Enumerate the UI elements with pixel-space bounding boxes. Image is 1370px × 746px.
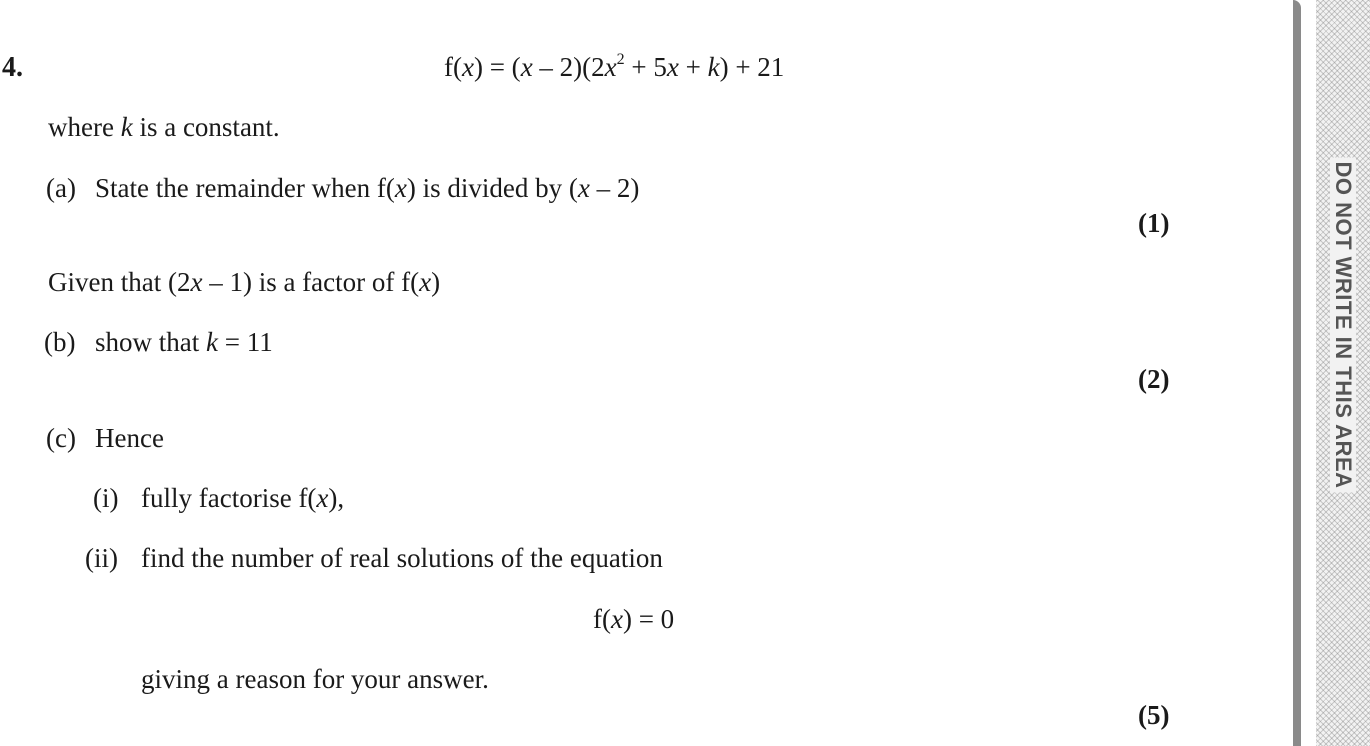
part-b-k: k xyxy=(206,327,218,357)
part-c-marks: (5) xyxy=(1138,700,1170,730)
eq-var-k: k xyxy=(707,52,720,82)
eq-var-x3: x xyxy=(604,52,617,82)
part-c-ii-label: (ii) xyxy=(85,543,118,573)
given-line xyxy=(48,267,440,298)
eq-exponent: 2 xyxy=(616,51,625,68)
reason-text: giving a reason for your answer. xyxy=(141,664,489,694)
part-c-i-var: x xyxy=(316,483,329,513)
do-not-write-warning: DO NOT WRITE IN THIS AREA xyxy=(1330,157,1356,492)
given-pre: Given that (2 xyxy=(48,267,191,297)
eq-zero-var: x xyxy=(610,604,623,634)
part-a-pre: State the remainder when f( xyxy=(95,173,395,203)
eq-mid: ) = ( xyxy=(473,52,521,82)
part-a-var2: x xyxy=(577,173,590,203)
eq-var-x4: x xyxy=(666,52,679,82)
part-c-ii-text: find the number of real solutions of the equation xyxy=(141,543,663,573)
part-a-text xyxy=(95,173,639,204)
where-rest: is a constant. xyxy=(139,112,280,142)
given-mid: – 1) is a factor of f( xyxy=(202,267,420,297)
eq-zero-post: ) = 0 xyxy=(622,604,675,634)
eq-rest3: + xyxy=(678,52,708,82)
given-post: ) xyxy=(431,267,441,297)
part-c-text: Hence xyxy=(95,423,164,453)
part-a-var1: x xyxy=(394,173,407,203)
part-b-label: (b) xyxy=(44,327,76,357)
eq-rest1: – 2)(2 xyxy=(532,52,605,82)
eq-lhs: f( xyxy=(444,52,462,82)
where-line xyxy=(48,112,280,143)
eq-var-x1: x xyxy=(461,52,474,82)
eq-rest2: + 5 xyxy=(624,52,667,82)
part-a-post: – 2) xyxy=(589,173,640,203)
equation-f-zero xyxy=(593,604,674,635)
part-c-i-label: (i) xyxy=(93,483,119,513)
eq-zero-pre: f( xyxy=(593,604,611,634)
margin-border xyxy=(1293,0,1301,746)
part-b-text xyxy=(95,327,273,358)
part-a-label: (a) xyxy=(46,173,76,203)
where-word: where xyxy=(48,112,114,142)
part-c-i-text xyxy=(141,483,344,514)
eq-var-x2: x xyxy=(520,52,533,82)
part-c-i-pre: fully factorise f( xyxy=(141,483,317,513)
part-c-i-post: ), xyxy=(328,483,345,513)
given-var2: x xyxy=(419,267,432,297)
part-b-post: = 11 xyxy=(217,327,273,357)
part-c-label: (c) xyxy=(46,423,76,453)
where-k: k xyxy=(120,112,133,142)
part-b-marks: (2) xyxy=(1138,364,1170,394)
eq-rest4: ) + 21 xyxy=(719,52,785,82)
part-a-mid: ) is divided by ( xyxy=(406,173,578,203)
part-b-pre: show that xyxy=(95,327,206,357)
part-a-marks: (1) xyxy=(1138,208,1170,238)
main-equation xyxy=(444,52,784,83)
question-number: 4. xyxy=(2,52,23,83)
given-var1: x xyxy=(190,267,203,297)
